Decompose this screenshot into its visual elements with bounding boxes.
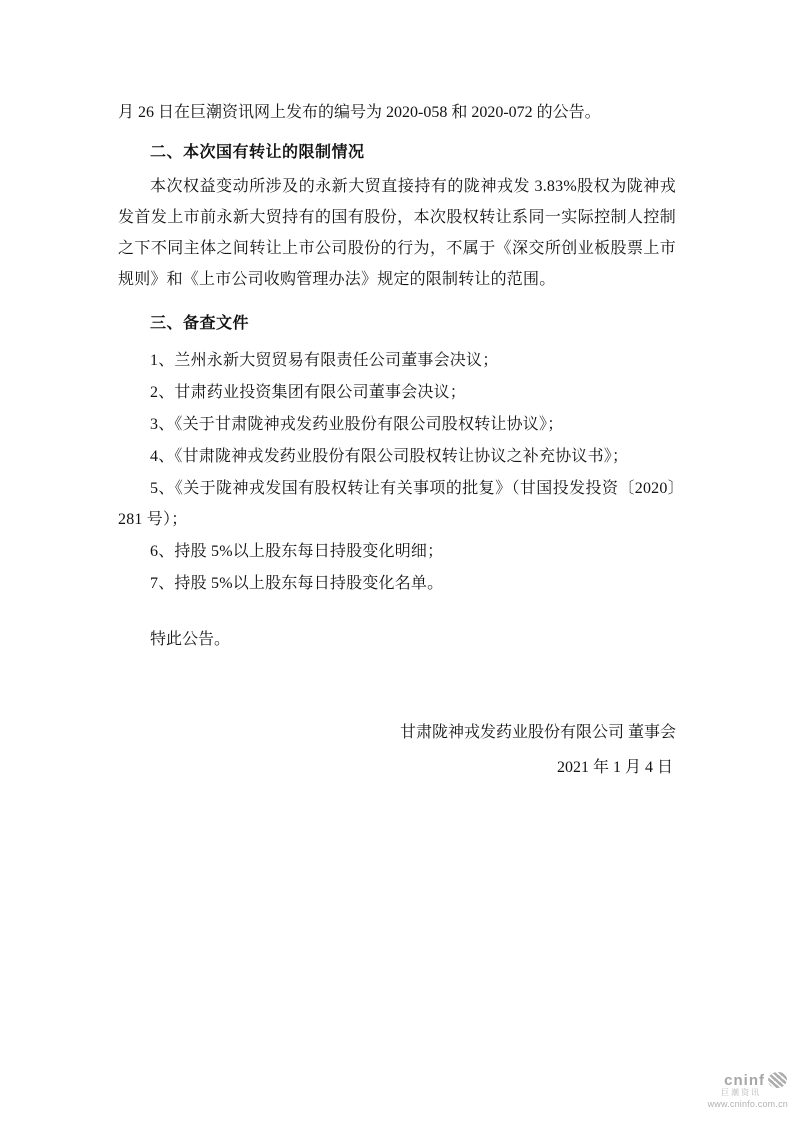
reference-doc-item-2: 2、甘肃药业投资集团有限公司董事会决议； — [150, 384, 467, 401]
closing-statement: 特此公告。 — [150, 631, 231, 648]
cninfo-website-url: www.cninfo.com.cn — [707, 1099, 788, 1109]
cninfo-logo-row — [659, 1072, 789, 1088]
reference-doc-item-4: 4、《甘肃陇神戎发药业股份有限公司股权转让协议之补充协议书》； — [150, 448, 629, 465]
reference-doc-item-7: 7、持股 5%以上股东每日持股变化名单。 — [150, 575, 444, 592]
section-2-heading: 二、本次国有转让的限制情况 — [150, 144, 365, 161]
cninfo-watermark — [659, 1072, 789, 1110]
document-body — [118, 97, 676, 783]
cninfo-chinese-name: 巨潮资讯 — [721, 1088, 761, 1097]
cninfo-logo-text: cninf — [724, 1071, 765, 1089]
reference-doc-item-6: 6、持股 5%以上股东每日持股变化明细； — [150, 543, 444, 560]
reference-doc-item-5: 5、《关于陇神戎发国有股权转让有关事项的批复》（甘国投发投资〔2020〕281 号）； — [118, 480, 676, 528]
company-signature: 甘肃陇神戎发药业股份有限公司 董事会 — [399, 724, 676, 741]
section-3-heading: 三、备查文件 — [150, 315, 250, 332]
announcement-date: 2021 年 1 月 4 日 — [556, 759, 673, 776]
cninfo-swirl-icon — [767, 1071, 788, 1089]
reference-doc-item-1: 1、兰州永新大贸贸易有限责任公司董事会决议； — [150, 352, 499, 369]
section-2-paragraph: 本次权益变动所涉及的永新大贸直接持有的陇神戎发 3.83%股权为陇神戎发首发上市前永新大贸持有的国有股份，本次股权转让系同一实际控制人控制之下不同主体之间转让上市公司股份的行为，不属于《深交所创业板股票上市规则》和《上市公司收购管理办法》规定的限制转让的范围。 — [118, 178, 676, 288]
reference-doc-item-3: 3、《关于甘肃陇神戎发药业股份有限公司股权转让协议》； — [150, 416, 564, 433]
intro-continuation-line: 月 26 日在巨潮资讯网上发布的编号为 2020-058 和 2020-072 的公告。 — [118, 104, 601, 121]
